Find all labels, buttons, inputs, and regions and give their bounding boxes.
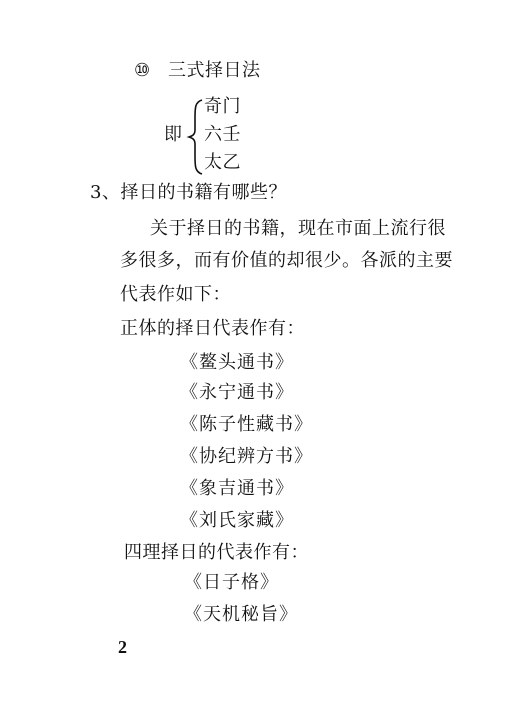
book-xiangji-tongshu: 《象吉通书》 — [180, 478, 294, 499]
book-yongning-tongshu: 《永宁通书》 — [180, 382, 294, 403]
paragraph-line-3: 代表作如下： — [120, 284, 231, 305]
item-title: 三式择日法 — [168, 60, 261, 81]
paragraph-line-1: 关于择日的书籍，现在市面上流行很 — [150, 218, 446, 239]
question-heading: 3、择日的书籍有哪些？ — [90, 182, 287, 203]
book-aotou-tongshu: 《鳌头通书》 — [180, 352, 294, 373]
book-xieji-bianfang: 《协纪辨方书》 — [180, 446, 313, 467]
ji-label: 即 — [164, 124, 183, 145]
ji-item-liuren: 六壬 — [204, 124, 241, 145]
book-rizi-ge: 《日子格》 — [184, 572, 279, 593]
book-chenzixing-cangshu: 《陈子性藏书》 — [180, 414, 313, 435]
ji-item-taiyi: 太乙 — [204, 152, 241, 173]
book-liushi-jiacang: 《刘氏家藏》 — [180, 510, 294, 531]
sili-intro: 四理择日的代表作有： — [124, 542, 309, 563]
zhengti-intro: 正体的择日代表作有： — [120, 318, 305, 339]
paragraph-line-2: 多很多，而有价值的却很少。各派的主要 — [120, 250, 453, 271]
book-tianji-mizhi: 《天机秘旨》 — [184, 604, 298, 625]
page-number: 2 — [118, 637, 127, 657]
ji-item-qimen: 奇门 — [204, 96, 241, 117]
left-brace — [186, 98, 206, 176]
item-number: ⑩ — [134, 60, 151, 81]
